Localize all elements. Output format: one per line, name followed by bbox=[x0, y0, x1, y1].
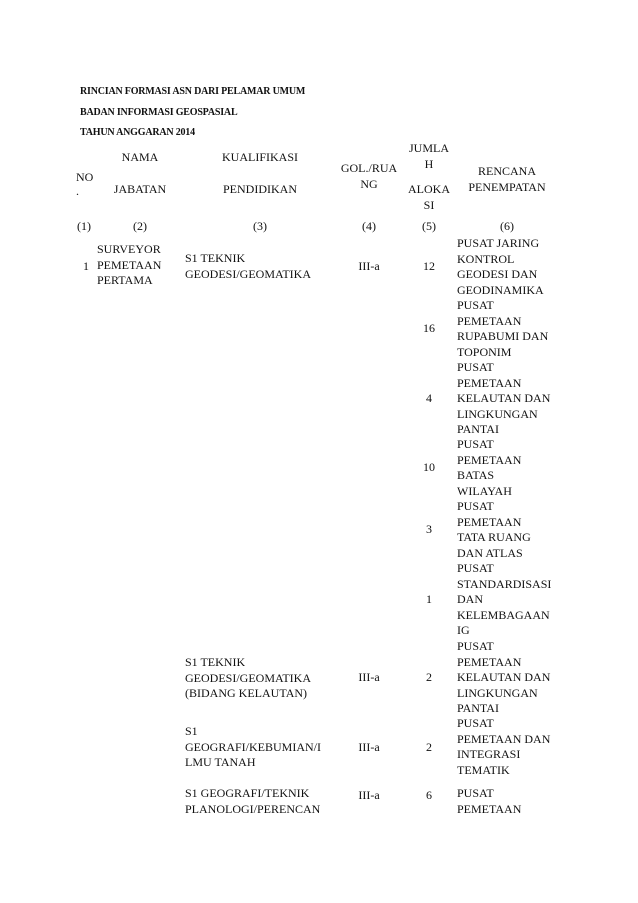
header-gol-ruang: GOL./RUA NG bbox=[340, 161, 398, 191]
row-gol: III-a bbox=[358, 670, 380, 684]
colnum-3: (3) bbox=[253, 219, 267, 233]
row-gol: III-a bbox=[358, 788, 380, 802]
row-kualifikasi: S1 GEOGRAFI/TEKNIK PLANOLOGI/PERENCAN bbox=[185, 786, 321, 816]
row-jumlah: 6 bbox=[426, 788, 432, 802]
row-jumlah: 2 bbox=[426, 740, 432, 754]
row-penempatan: PUSAT PEMETAAN bbox=[457, 786, 522, 816]
row-kualifikasi: S1 TEKNIK GEODESI/GEOMATIKA bbox=[185, 251, 311, 281]
colnum-6: (6) bbox=[500, 219, 514, 233]
doc-title-line3: TAHUN ANGGARAN 2014 bbox=[80, 127, 195, 138]
row-penempatan: PUSAT PEMETAAN DAN INTEGRASI TEMATIK bbox=[457, 716, 551, 777]
colnum-1: (1) bbox=[77, 219, 91, 233]
row-jabatan: SURVEYOR PEMETAAN PERTAMA bbox=[97, 242, 162, 287]
row-jumlah: 10 bbox=[423, 460, 435, 474]
colnum-4: (4) bbox=[362, 219, 376, 233]
row-jumlah: 4 bbox=[426, 391, 432, 405]
row-kualifikasi: S1 GEOGRAFI/KEBUMIAN/I LMU TANAH bbox=[185, 724, 321, 769]
row-penempatan: PUSAT PEMETAAN TATA RUANG DAN ATLAS bbox=[457, 499, 531, 560]
row-kualifikasi: S1 TEKNIK GEODESI/GEOMATIKA (BIDANG KELAUTAN) bbox=[185, 655, 311, 700]
row-penempatan: PUSAT STANDARDISASI DAN KELEMBAGAAN IG bbox=[457, 561, 552, 637]
row-penempatan: PUSAT PEMETAAN BATAS WILAYAH bbox=[457, 437, 522, 498]
header-rencana-penempatan: RENCANA PENEMPATAN bbox=[468, 164, 546, 194]
header-pendidikan: PENDIDIKAN bbox=[223, 182, 297, 196]
header-jumlah: JUMLA H bbox=[408, 141, 449, 171]
row-jumlah: 1 bbox=[426, 592, 432, 606]
header-nama: NAMA bbox=[121, 150, 159, 164]
row-jumlah: 3 bbox=[426, 522, 432, 536]
header-alokasi: ALOKA SI bbox=[408, 182, 450, 212]
row-gol: III-a bbox=[358, 259, 380, 273]
row-jumlah: 12 bbox=[423, 259, 435, 273]
header-kualifikasi: KUALIFIKASI bbox=[222, 150, 298, 164]
row-penempatan: PUSAT JARING KONTROL GEODESI DAN GEODINAMIKA bbox=[457, 236, 544, 297]
row-no: 1 bbox=[83, 259, 89, 273]
row-penempatan: PUSAT PEMETAAN KELAUTAN DAN LINGKUNGAN PANTAI bbox=[457, 360, 551, 436]
doc-title-line1: RINCIAN FORMASI ASN DARI PELAMAR UMUM bbox=[80, 86, 306, 97]
colnum-2: (2) bbox=[133, 219, 147, 233]
row-jumlah: 16 bbox=[423, 321, 435, 335]
row-gol: III-a bbox=[358, 740, 380, 754]
doc-title-line2: BADAN INFORMASI GEOSPASIAL bbox=[80, 107, 238, 118]
header-jabatan: JABATAN bbox=[113, 182, 167, 196]
row-penempatan: PUSAT PEMETAAN RUPABUMI DAN TOPONIM bbox=[457, 298, 549, 359]
colnum-5: (5) bbox=[422, 219, 436, 233]
header-no: NO . bbox=[76, 170, 94, 198]
row-jumlah: 2 bbox=[426, 670, 432, 684]
row-penempatan: PUSAT PEMETAAN KELAUTAN DAN LINGKUNGAN PANTAI bbox=[457, 639, 551, 715]
